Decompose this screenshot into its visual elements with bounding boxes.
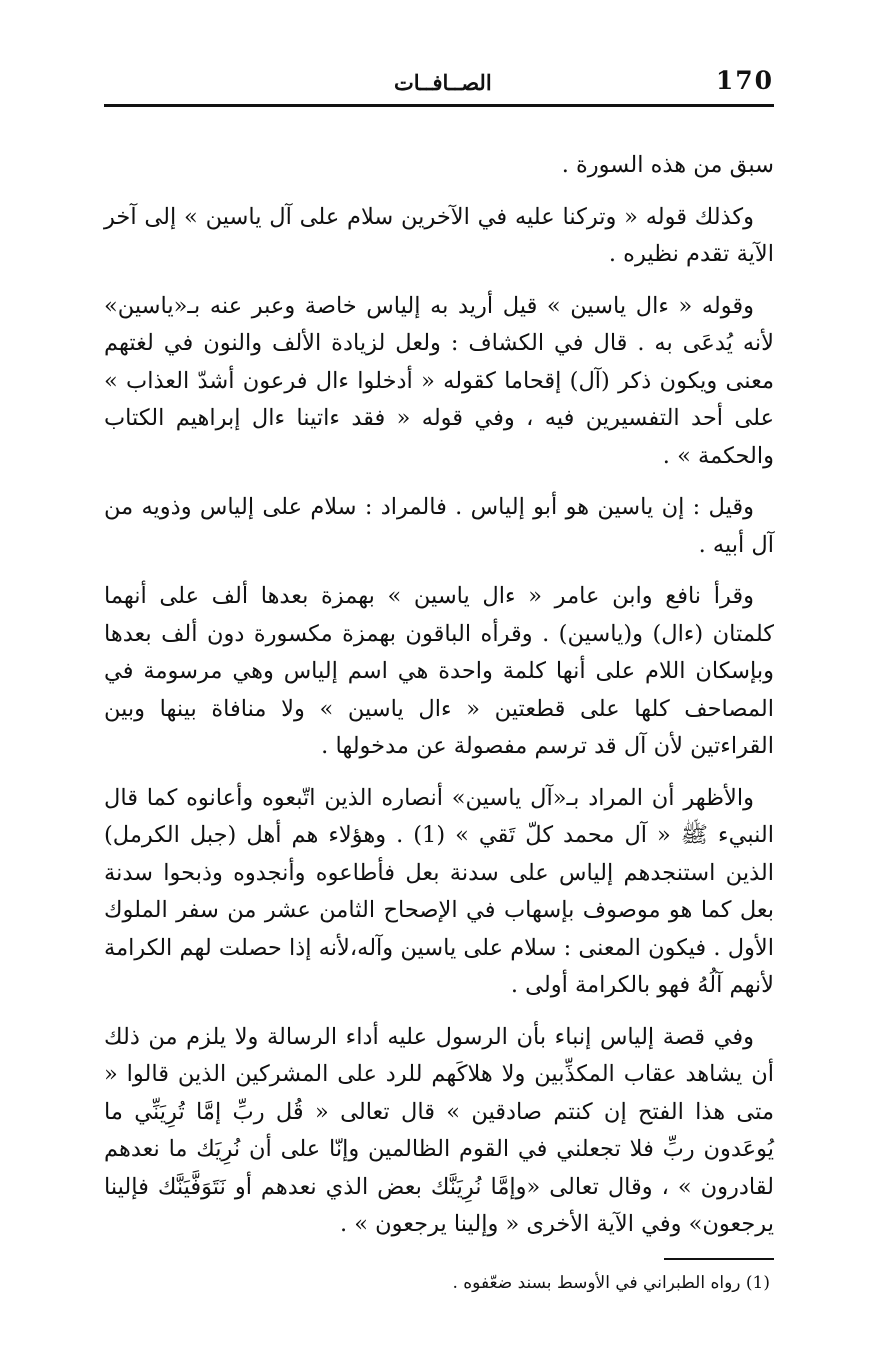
paragraph: وقيل : إن ياسين هو أبو إلياس . فالمراد : سلام على إلياس وذويه من آل أبيه . [104, 494, 774, 558]
page-header [104, 60, 774, 107]
footnote-divider [664, 1258, 774, 1260]
paragraph: وقرأ نافع وابن عامر « ءال ياسين » بهمزة بعدها ألف على أنهما كلمتان (ءال) و(ياسين) . وقرأه الباقون بهمزة مكسورة دون ألف بعدها وبإسكان اللام على أنها كلمة واحدة هي اسم إلياس وهي مرسومة في المصاحف كلها على قطعتين « ءال ياسين » ولا منافاة بينها وبين القراءتين لأن آل قد ترسم مفصولة عن مدخولها . [104, 583, 774, 759]
paragraph: والأظهر أن المراد بـ«آل ياسين» أنصاره الذين اتّبعوه وأعانوه كما قال النبيء ﷺ « آل محمد كلّ تَقي » (1) . وهؤلاء هم أهل (جبل الكرمل) الذين استنجدهم إلياس على سدنة بعل فأطاعوه وأنجدوه وذبحوا سدنة بعل كما هو موصوف بإسهاب في الإصحاح الثامن عشر من سفر الملوك الأول . فيكون المعنى : سلام على ياسين وآله،لأنه إذا حصلت لهم الكرامة لأنهم آلُهُ فهو بالكرامة أولى . [104, 784, 775, 998]
running-title: الصــافــات [394, 70, 492, 95]
page-body [104, 147, 774, 1244]
book-page [104, 60, 774, 1296]
page-number: 170 [715, 66, 774, 95]
paragraph: وفي قصة إلياس إنباء بأن الرسول عليه أداء الرسالة ولا يلزم من ذلك أن يشاهد عقاب المكذِّبين ولا هلاكَهم للرد على المشركين الذين قالوا « متى هذا الفتح إن كنتم صادقين » قال تعالى « قُل ربِّ إمَّا تُرِيَنِّي ما يُوعَدون ربِّ فلا تجعلني في القوم الظالمين وإنّا على أن نُرِيَك ما نعدهم لقادرون » ، وقال تعالى «وإمَّا نُرِيَنَّك بعض الذي نعدهم أو نَتَوَفَّيَنَّك فإلينا يرجعون» وفي الآية الأخرى « وإلينا يرجعون » . [104, 1023, 774, 1237]
paragraph: وكذلك قوله « وتركنا عليه في الآخرين سلام على آل ياسين » إلى آخر الآية تقدم نظيره . [104, 203, 774, 267]
paragraph: سبق من هذه السورة . [561, 152, 774, 178]
footnote: (1) رواه الطبراني في الأوسط بسند ضعّفوه . [452, 1272, 770, 1293]
paragraph: وقوله « ءال ياسين » قيل أريد به إلياس خاصة وعبر عنه بـ«ياسين» لأنه يُدعَى به . قال في الكشاف : ولعل لزيادة الألف والنون في لغتهم معنى ويكون ذكر (آل) إقحاما كقوله « أدخلوا ءال فرعون أشدّ العذاب » على أحد التفسيرين فيه ، وفي قوله « فقد ءاتينا ءال إبراهيم الكتاب والحكمة » . [104, 292, 774, 469]
